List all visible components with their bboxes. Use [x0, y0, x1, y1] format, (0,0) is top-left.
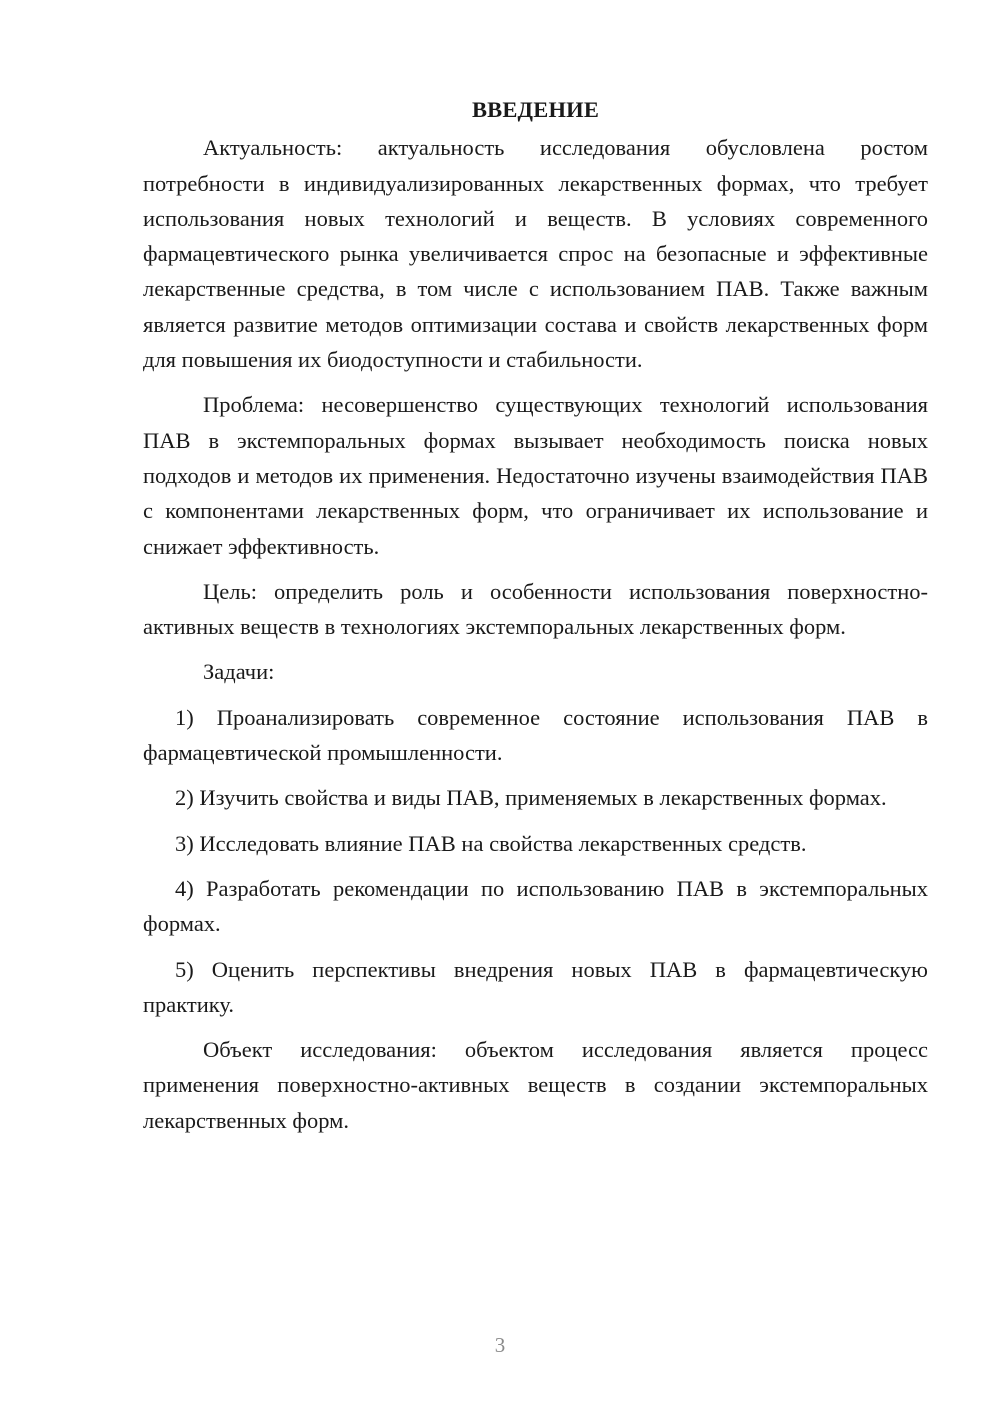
goal-paragraph: Цель: определить роль и особенности использования поверхностно-активных веществ в технологиях экстемпоральных лекарственных форм.: [143, 578, 928, 640]
tasks-list: [143, 700, 928, 1022]
document-page: [143, 92, 928, 1148]
page-number: 3: [494, 1333, 506, 1357]
task-item: 2) Изучить свойства и виды ПАВ, применяемых в лекарственных формах.: [175, 785, 887, 811]
relevance-paragraph: Актуальность: актуальность исследования обусловлена ростом потребности в индивидуализированных лекарственных формах, что требует использования новых технологий и веществ. В условиях современного фармацевтического рынка увеличивается спрос на безопасные и эффективные лекарственные средства, в том числе с использованием ПАВ. Также важным является развитие методов оптимизации состава и свойств лекарственных форм для повышения их биодоступности и стабильности.: [143, 135, 928, 373]
task-item: 4) Разработать рекомендации по использованию ПАВ в экстемпоральных формах.: [143, 875, 928, 937]
section-title: ВВЕДЕНИЕ: [471, 97, 600, 122]
task-item: 3) Исследовать влияние ПАВ на свойства лекарственных средств.: [175, 830, 807, 856]
task-item: 5) Оценить перспективы внедрения новых ПАВ в фармацевтическую практику.: [143, 956, 928, 1017]
task-item: 1) Проанализировать современное состояние использования ПАВ в фармацевтической промышленности.: [143, 704, 928, 766]
problem-paragraph: Проблема: несовершенство существующих технологий использования ПАВ в экстемпоральных формах вызывает необходимость поиска новых подходов и методов их применения. Недостаточно изучены взаимодействия ПАВ с компонентами лекарственных форм, что ограничивает их использование и снижает эффективность.: [143, 392, 928, 559]
tasks-heading: Задачи:: [203, 659, 275, 685]
object-paragraph: Объект исследования: объектом исследования является процесс применения поверхностно-активных веществ в создании экстемпоральных лекарственных форм.: [143, 1037, 928, 1133]
